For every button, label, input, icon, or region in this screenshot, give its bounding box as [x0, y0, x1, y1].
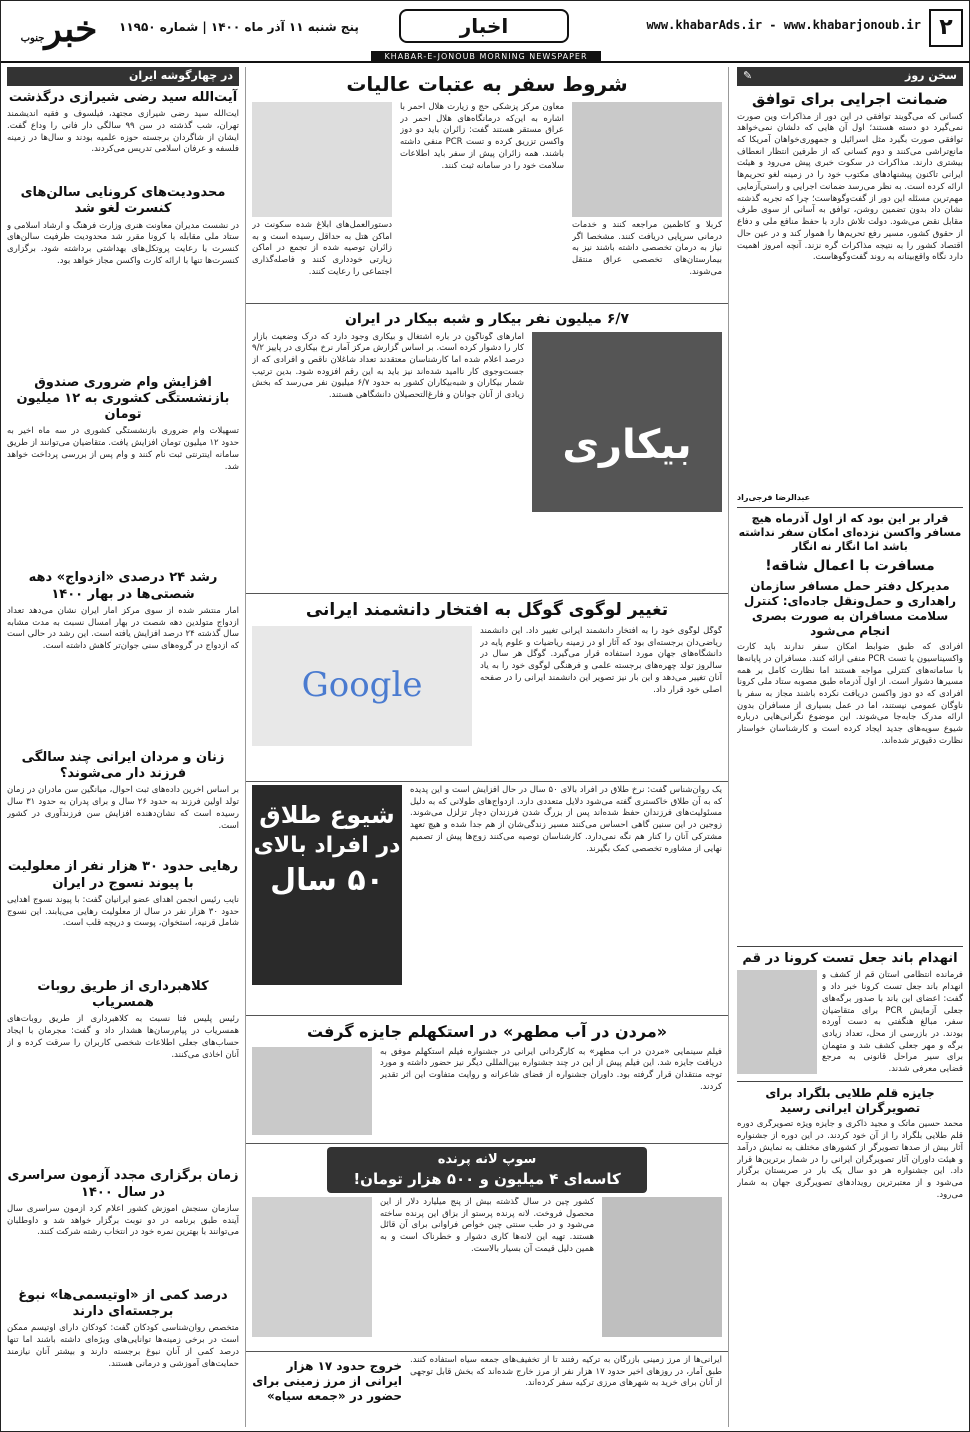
- stockholm-body: فیلم سینمایی «مردن در آب مطهر» به کارگردانی ایرانی در جشنواره فیلم استکهلم موفق به دریافت جایزه شد. این فیلم پیش از این در چند جشنواره بین‌المللی دیگر نیز حضور داشته و مورد توجه منتقدان قرار گرفته بود. داوران جشنواره از فضای شاعرانه و روایت متفاوت این اثر تقدیر کردند.: [380, 1046, 722, 1092]
- center-column: [245, 67, 729, 1427]
- google-body: گوگل لوگوی خود را به افتخار دانشمند ایرانی تغییر داد. این دانشمند ریاضی‌دان برجسته‌ای بود که آثار او در زمینه ریاضیات و علوم پایه در دانشگاه‌های جهان مورد استفاده قرار می‌گیرد. گوگل هر سال در سالروز تولد چهره‌های برجسته علمی و فرهنگی لوگوی خود را به یاد آنان تغییر می‌دهد و این بار نیز تصویر این دانشمند ایرانی را در صفحه اصلی خود قرار داد.: [480, 625, 722, 695]
- unemployment-photo: [532, 332, 722, 512]
- left-kicker-label: در چهارگوشه ایران: [129, 69, 233, 82]
- unemployment-headline: ۶/۷ میلیون نفر بیکار و شبه بیکار در ایران: [344, 311, 630, 327]
- news-item-title: محدودیت‌های کرونایی سالن‌های کنسرت لغو شد: [20, 185, 226, 217]
- news-item-body: آمار منتشر شده از سوی مرکز آمار ایران نشان می‌دهد تعداد ازدواج متولدین دهه شصت در بهار امسال نسبت به مدت مشابه سال گذشته ۲۴ درصد افزایش یافته است. این رشد در حالی است که ازدواج در گروه‌های سنی جوان‌تر کاهش داشته است.: [7, 605, 239, 651]
- divorce-title-2: در افراد بالای: [253, 833, 401, 859]
- soup-article: [252, 1147, 722, 1347]
- news-item-title: آیت‌الله سید رضی شیرازی درگذشت: [8, 89, 238, 105]
- atabat-photo: [572, 102, 722, 217]
- right-column: [737, 67, 963, 1427]
- atabat-doctor-photo: [252, 102, 392, 217]
- editorial-body: کسانی که می‌گویند توافقی در این دور از مذاکرات وین صورت نمی‌گیرد دو دسته هستند؛ اول آن هایی که دلشان نمی‌خواهد توافقی صورت بگیرد مثل اسرائیل و جمهوری‌خواهان آمریکا که مانع‌تراشی می‌کنند و دوم کسانی که از طرفین انتظار انعطاف بیشتری دارند. مذاکرات در سکوت خبری پیش می‌رود و هیئت ایرانی تاکنون پیشنهادهای مکتوب خود را در زمینه لغو تحریم‌ها ارائه کرده است. به نظر می‌رسد ضمانت اجرایی و راستی‌آزمایی مهم‌ترین مسئله این دور از گفت‌وگوهاست؛ چرا که تجربه گذشته نشان داد بدون تضمین روشن، توافق به آسانی از سوی طرف مقابل نقض می‌شود. دولت تلاش دارد با حفظ منافع ملی و دفاع از حقوق کشور، مسیر رفع تحریم‌ها را هموار کند و در عین حال اقتصاد کشور را به نتیجه مذاکرات گره نزند. آنچه امروز اهمیت دارد نگاه واقع‌بینانه به روند گفت‌وگوهاست.: [737, 111, 963, 263]
- travel-subtitle: مسافرت با اعمال شاقه!: [765, 557, 935, 574]
- news-item-title: افزایش وام ضروری صندوق بازنشستگی کشوری به ۱۲ میلیون تومان: [16, 374, 230, 423]
- divorce-article: [252, 785, 722, 1011]
- stockholm-headline: «مردن در آب مطهر» در استکهلم جایزه گرفت: [306, 1022, 668, 1041]
- pen-icon: ✎: [743, 69, 753, 82]
- news-item-body: متخصص روان‌شناسی کودکان گفت: کودکان دارای اوتیسم ممکن است در برخی زمینه‌ها توانایی‌های ویژه‌ای داشته باشند اما تنها درصد کمی از آنان نبوغ برجسته دارند و بیشتر آنان نیازمند حمایت‌های آموزشی و درمانی هستند.: [7, 1323, 239, 1369]
- atabat-body-3: دستورالعمل‌های ابلاغ شده سکونت در اماکن هتل به حداقل رسیده است و به زائران توصیه شده از تجمع در اماکن زیارتی خودداری کنند و فاصله‌گذاری اجتماعی را رعایت کنند.: [252, 220, 392, 277]
- news-item-body: نایب رئیس انجمن اهدای عضو ایرانیان گفت: با پیوند نسوج اهدایی حدود ۳۰ هزار نفر در سال از معلولیت رهایی می‌یابند. این نسوج شامل قرنیه، استخوان، پوست و دریچه قلب است.: [7, 894, 239, 929]
- border-body: ایرانی‌ها از مرز زمینی بازرگان به ترکیه رفتند تا از تخفیف‌های جمعه سیاه استفاده کنند. طبق آمار، در روزهای اخیر حدود ۱۷ هزار نفر از مرز خارج شده‌اند که بخش قابل توجهی از آنان برای خرید به شهرهای مرزی ترکیه سفر کرده‌اند.: [410, 1355, 722, 1389]
- english-strip: KHABAR-E-JONOUB MORNING NEWSPAPER: [371, 51, 601, 62]
- google-doodle-text: Google: [301, 664, 423, 705]
- website-urls[interactable]: www.khabarAds.ir - www.khabarjonoub.ir: [646, 18, 921, 32]
- unemployment-article: [252, 307, 722, 589]
- news-item-body: آیت‌الله سید رضی شیرازی مجتهد، فیلسوف و فقیه اندیشمند تهران، شب گذشته در سن ۹۹ سالگی دار فانی را وداع گفت. ایشان از شاگردان برجسته حوزه علمیه بودند و سال‌ها در زمینه فلسفه و عرفان اسلامی تدریس می‌کردند.: [7, 109, 239, 155]
- award-headline: جایزه قلم طلایی بلگراد برای تصویرگران ایرانی رسید: [765, 1086, 935, 1116]
- travel-lead: مدیرکل دفتر حمل مسافر سازمان راهداری و حمل‌ونقل جاده‌ای: کنترل سلامت مسافران به صورت بصری انجام می‌شود: [743, 579, 957, 639]
- travel-body: افرادی که طبق ضوابط امکان سفر ندارند باید کارت واکسیناسیون یا تست PCR منفی ارائه کنند. مسافران در پایانه‌ها با سامانه‌های کنترلی مواجه هستند اما نظارت کامل بر همه مسیرها دشوار است. از اول آذرماه طبق مصوبه ستاد ملی کرونا افرادی که دو دوز واکسن دریافت نکرده باشند مجاز به سفر با ناوگان عمومی نیستند، اما در عمل بسیاری از مسافران بدون ارائه مدرک جابه‌جا می‌شوند. این موضوع نگرانی‌هایی درباره شیوع سویه‌های جدید ایجاد کرده است و کارشناسان خواستار نظارت دقیق‌تر شده‌اند.: [737, 642, 963, 746]
- news-item-title: درصد کمی از «اوتیسمی‌ها» نبوغ برجسته‌ای دارند: [18, 1287, 228, 1320]
- divorce-title-1: شیوع طلاق: [259, 801, 395, 829]
- divorce-body: یک روان‌شناس گفت: نرخ طلاق در افراد بالای ۵۰ سال در حال افزایش است و این پدیده که به آن طلاق خاکستری گفته می‌شود دلایل متعددی دارد. ازدواج‌های طولانی که به دلیل مسئولیت‌های فرزندان حفظ شده‌اند پس از بزرگ شدن فرزندان دچار تزلزل می‌شوند. زوجین در این سنین گاهی احساس می‌کنند مسیر زندگی‌شان از هم جدا شده و هیچ تعهد مشترکی آنان را کنار هم نگه نمی‌دارد. کارشناسان توصیه می‌کنند زوج‌ها پیش از تصمیم نهایی از مشاوره تخصصی کمک بگیرند.: [410, 785, 722, 854]
- atabat-headline: شروط سفر به عتبات عالیات: [346, 72, 628, 96]
- soup-title-1: سوپ لانه پرنده: [437, 1152, 537, 1167]
- news-item-title: رشد ۲۴ درصدی «ازدواج» دهه شصتی‌ها در بهار ۱۴۰۰: [28, 570, 218, 602]
- atabat-body-1: معاون مرکز پزشکی حج و زیارت هلال احمر با اشاره به این‌که درمانگاه‌های هلال احمر در عراق مستقر هستند گفت: زائران باید دو دوز واکسن تزریق کرده و تست PCR منفی داشته باشند. همه زائران پیش از سفر باید اطلاعات سلامت خود را در سامانه ثبت کنند.: [400, 102, 564, 171]
- page-number: ۲: [929, 9, 963, 47]
- google-headline: تغییر لوگوی گوگل به افتخار دانشمند ایرانی: [305, 600, 669, 620]
- editorial-author: عبدالرضا فرجی‌راد: [737, 492, 811, 502]
- news-item-body: بر اساس آخرین داده‌های ثبت احوال، میانگین سن مادران در زمان تولد اولین فرزند به حدود ۲۶ سال و برای پدران به حدود ۳۱ سال رسیده است که نشان‌دهنده افزایش سن فرزندآوری در کشور است.: [7, 785, 239, 831]
- kicker-label: سخن روز: [905, 69, 957, 82]
- police-photo: [737, 970, 817, 1074]
- unemployment-body: آمارهای گوناگون در باره اشتغال و بیکاری وجود دارد که درک وضعیت بازار کار را دشوار کرده است. بر اساس گزارش مرکز آمار نرخ بیکاری در پاییز ۹/۲ درصد اعلام شده اما کارشناسان معتقدند تعداد شاغلان ناقص و افرادی که از جست‌وجوی کار ناامید شده‌اند نیز باید به این رقم افزوده شود. بدین ترتیب شمار بیکاران و شبه‌بیکاران کشور به حدود ۶/۷ میلیون نفر می‌رسد که بخش زیادی از آنان جوانان و فارغ‌التحصیلان دانشگاهی هستند.: [252, 331, 524, 401]
- border-article: [252, 1355, 722, 1425]
- soup-title-2: کاسه‌ای ۴ میلیون و ۵۰۰ هزار تومان!: [353, 1169, 621, 1188]
- mask-body: فرمانده انتظامی استان قم از کشف و انهدام باند جعل تست کرونا خبر داد و گفت: اعضای این باند با صدور برگه‌های جعلی آزمایش PCR برای متقاضیان سفر، مبالغ هنگفتی به دست آورده بودند. در بازرسی از محل، تعداد زیادی برگه و مهر جعلی کشف شد و متهمان برای سیر مراحل قانونی به مرجع قضایی معرفی شدند.: [822, 970, 963, 1075]
- stockholm-photo: [252, 1047, 372, 1135]
- google-article: [252, 597, 722, 777]
- award-body: محمد حسین ماتک و مجید ذاکری و جایزه ویژه تصویرگری دوره قلم طلایی بلگراد را از آن خود کردند. در این دوره از جشنواره آثار بیش از صدها تصویرگر از کشورهای مختلف به نمایش درآمد و هیئت داوران آثار تصویرگران ایرانی را در شمار برترین‌ها قرار داد. این جشنواره هر دو سال یک بار در صربستان برگزار می‌شود و از معتبرترین رویدادهای تصویرگری جهان به شمار می‌رود.: [737, 1119, 963, 1200]
- logo-text: خبر: [44, 8, 98, 50]
- atabat-article: [252, 69, 722, 301]
- logo-subtext: جنوب: [20, 33, 45, 44]
- unemployment-photo-text: بیکاری: [562, 421, 692, 468]
- google-doodle: [252, 626, 472, 746]
- mask-headline: انهدام باند جعل تست کرونا در قم: [742, 951, 958, 967]
- border-headline: خروج حدود ۱۷ هزار ایرانی از مرز زمینی برای حضور در «جمعه سیاه»: [252, 1359, 402, 1403]
- section-title: اخبار: [399, 9, 569, 43]
- left-column: [7, 67, 239, 1427]
- news-item-title: زمان برگزاری مجدد آزمون سراسری در سال ۱۴۰۰: [7, 1168, 239, 1200]
- newspaper-logo: [9, 5, 109, 53]
- news-item-body: سازمان سنجش آموزش کشور اعلام کرد آزمون سراسری سال آینده طبق برنامه در دو نوبت برگزار خواهد شد و داوطلبان می‌توانند با بهترین نمره خود در انتخاب رشته شرکت کنند.: [7, 1203, 239, 1238]
- news-item-title: زنان و مردان ایرانی چند سالگی فرزند دار می‌شوند؟: [21, 749, 225, 782]
- soup-headline-box: [327, 1147, 647, 1193]
- atabat-body-2: کربلا و کاظمین مراجعه کنند و خدمات درمانی سرپایی دریافت کنند. مشخصا اگر نیاز به درمان تخصصی داشته باشند نیز به بیمارستان‌های تخصصی عراق منتقل می‌شوند.: [572, 220, 722, 277]
- editorial-title: ضمانت اجرایی برای توافق: [752, 89, 948, 108]
- divorce-title-3: ۵۰ سال: [270, 863, 384, 899]
- news-item-body: رئیس پلیس فتا نسبت به کلاهبرداری از طریق روبات‌های همسریاب در پیام‌رسان‌ها هشدار داد و گفت: مجرمان با ایجاد حساب‌های جعلی اطلاعات شخصی کاربران را سرقت کرده و از آنان اخاذی می‌کنند.: [7, 1014, 239, 1060]
- news-item-body: در نشست مدیران معاونت هنری وزارت فرهنگ و ارشاد اسلامی و ستاد ملی مقابله با کرونا مقرر شد محدودیت ظرفیت سالن‌های کنسرت با رعایت پروتکل‌های بهداشتی برداشته شود. برگزاری کنسرت‌ها تنها با ارائه کارت واکسن مجاز خواهد بود.: [7, 220, 239, 266]
- news-item-title: رهایی حدود ۳۰ هزار نفر از معلولیت با پیوند نسوج در ایران: [7, 859, 239, 891]
- news-item-title: کلاهبرداری از طریق روبات همسریاب: [37, 978, 209, 1011]
- divorce-headline-box: [252, 785, 402, 985]
- soup-photo-1: [602, 1197, 722, 1337]
- left-kicker: [7, 67, 239, 86]
- stockholm-article: [252, 1019, 722, 1139]
- travel-headline: قرار بر این بود که از اول آذرماه هیچ مسافر واکسن نزده‌ای امکان سفر نداشته باشد اما انگار نه انگار: [738, 512, 962, 553]
- soup-body: کشور چین در سال گذشته بیش از پنج میلیارد دلار از این محصول فروخت. لانه پرنده پرستو از بزاق این پرنده ساخته می‌شود و در طب سنتی چین خواص فراوانی برای آن قائل هستند. تهیه این لانه‌ها کاری دشوار و خطرناک است و به همین دلیل قیمت آن بسیار بالاست.: [380, 1196, 594, 1254]
- issue-date: پنج شنبه ۱۱ آذر ماه ۱۴۰۰ | شماره ۱۱۹۵۰: [119, 20, 359, 34]
- soup-photo-2: [252, 1197, 372, 1337]
- news-item-body: تسهیلات وام ضروری بازنشستگی کشوری در سه ماه اخیر به حدود ۱۲ میلیون تومان افزایش یافت. متقاضیان می‌توانند از طریق سامانه اینترنتی ثبت نام کنند و وام پس از بررسی پرداخت خواهد شد.: [7, 426, 239, 472]
- column-kicker: [737, 67, 963, 86]
